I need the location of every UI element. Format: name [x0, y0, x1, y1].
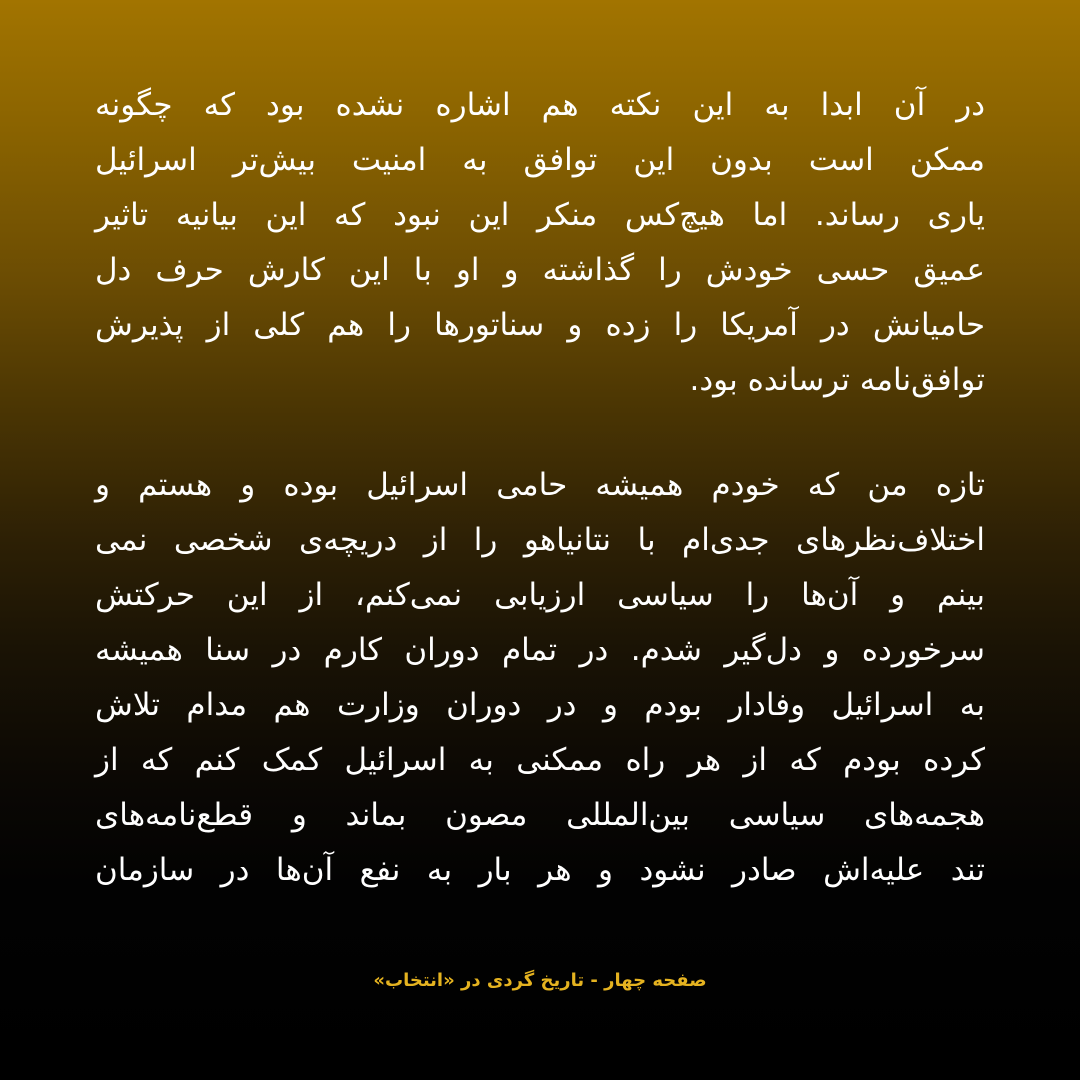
paragraph-line: یاری رساند. اما هیچ‌کس منکر این نبود که این بیانیه تاثیر	[95, 197, 985, 233]
paragraph-line: در آن ابدا به این نکته هم اشاره نشده بود که چگونه	[95, 87, 985, 123]
page-footer-caption: صفحه چهار - تاریخ گردی در «انتخاب»	[373, 970, 707, 991]
paragraph-line: هجمه‌های سیاسی بین‌المللی مصون بماند و قطع‌نامه‌های	[95, 797, 985, 833]
paragraph-line: بینم و آن‌ها را سیاسی ارزیابی نمی‌کنم، از این حرکتش	[95, 577, 985, 613]
paragraph-line: کرده بودم که از هر راه ممکنی به اسرائیل کمک کنم که از	[95, 742, 985, 778]
paragraph-line: عمیق حسی خودش را گذاشته و او با این کارش حرف دل	[95, 252, 985, 288]
paragraph-line: سرخورده و دل‌گیر شدم. در تمام دوران کارم در سنا همیشه	[95, 632, 985, 668]
paragraph-line: ممکن است بدون این توافق به امنیت بیش‌تر اسرائیل	[95, 142, 985, 178]
paragraph-line: حامیانش در آمریکا را زده و سناتورها را هم کلی از پذیرش	[95, 307, 985, 343]
paragraph-2	[95, 458, 985, 898]
paragraph-1	[95, 78, 985, 408]
paragraph-line: تازه من که خودم همیشه حامی اسرائیل بوده و هستم و	[95, 467, 985, 503]
paragraph-line: به اسرائیل وفادار بودم و در دوران وزارت هم مدام تلاش	[95, 687, 985, 723]
paragraph-line: اختلاف‌نظرهای جدی‌ام با نتانیاهو را از دریچه‌ی شخصی نمی	[95, 522, 985, 558]
paragraph-line: تند علیه‌اش صادر نشود و هر بار به نفع آن‌ها در سازمان	[95, 852, 985, 888]
paragraph-line: توافق‌نامه ترسانده بود.	[689, 362, 985, 398]
